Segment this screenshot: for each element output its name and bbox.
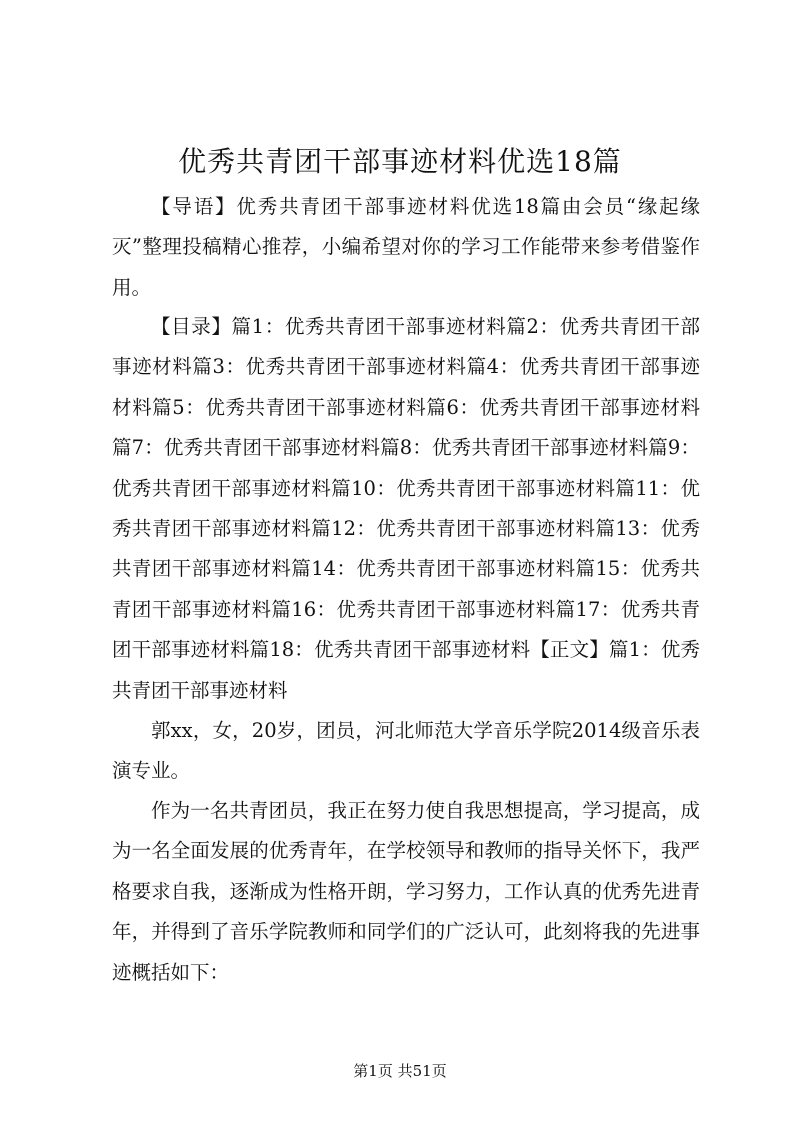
body-paragraph: 作为一名共青团员，我正在努力使自我思想提高，学习提高，成为一名全面发展的优秀青年，在学校领导和教师的指导关怀下，我严格要求自我，逐渐成为性格开朗，学习努力，工作认真的优秀先进青年，并得到了音乐学院教师和同学们的广泛认可，此刻将我的先进事迹概括如下：: [112, 799, 700, 984]
profile-paragraph: 郭xx，女，20岁，团员，河北师范大学音乐学院2014级音乐表演专业。: [112, 719, 700, 783]
table-of-contents-paragraph: 【目录】篇1：优秀共青团干部事迹材料篇2：优秀共青团干部事迹材料篇3：优秀共青团干部事迹材料篇4：优秀共青团干部事迹材料篇5：优秀共青团干部事迹材料篇6：优秀共青团干部事迹材料篇7：优秀共青团干部事迹材料篇8：优秀共青团干部事迹材料篇9：优秀共青团干部事迹材料篇10：优秀共青团干部事迹材料篇11：优秀共青团干部事迹材料篇12：优秀共青团干部事迹材料篇13：优秀共青团干部事迹材料篇14：优秀共青团干部事迹材料篇15：优秀共青团干部事迹材料篇16：优秀共青团干部事迹材料篇17：优秀共青团干部事迹材料篇18：优秀共青团干部事迹材料【正文】篇1：优秀共青团干部事迹材料: [112, 315, 700, 702]
intro-paragraph: 【导语】优秀共青团干部事迹材料优选18篇由会员“缘起缘灭”整理投稿精心推荐，小编希望对你的学习工作能带来参考借鉴作用。: [112, 195, 700, 299]
document-title: 优秀共青团干部事迹材料优选18篇: [178, 145, 622, 178]
page-number-footer: 第1页 共51页: [353, 1062, 447, 1080]
